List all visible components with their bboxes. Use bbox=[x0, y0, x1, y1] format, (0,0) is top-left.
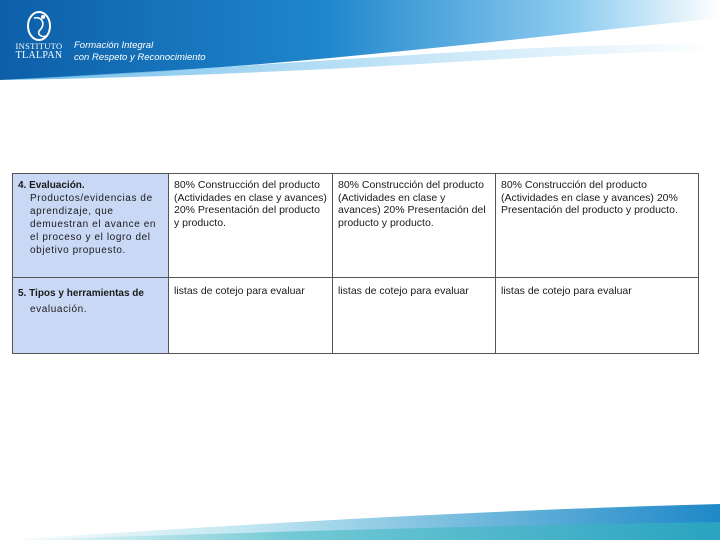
table-cell: listas de cotejo para evaluar bbox=[169, 278, 333, 354]
tagline bbox=[74, 40, 206, 64]
row-label-herramientas bbox=[13, 278, 169, 354]
tagline-line-1: Formación Integral bbox=[74, 40, 154, 51]
table-row bbox=[13, 278, 699, 354]
row-label-evaluacion bbox=[13, 174, 169, 278]
table-cell: 80% Construcción del producto (Actividades en clase y avances) 20% Presentación del producto y producto. bbox=[169, 174, 333, 278]
evaluation-table bbox=[12, 173, 699, 354]
table-cell: 80% Construcción del producto (Actividades en clase y avances) 20% Presentación del producto y producto. bbox=[496, 174, 699, 278]
row-label-title: 4. Evaluación. bbox=[18, 180, 85, 191]
row-label-description: evaluación. bbox=[30, 304, 88, 315]
table-cell: listas de cotejo para evaluar bbox=[496, 278, 699, 354]
row-label-description: Productos/evidencias de aprendizaje, que demuestran el avance en el proceso y el logro del objetivo propuesto. bbox=[30, 193, 157, 256]
table-row bbox=[13, 174, 699, 278]
footer-wave-decoration bbox=[0, 498, 720, 540]
institution-line-2: TLALPAN bbox=[15, 50, 63, 61]
institution-line-1: INSTITUTO bbox=[15, 41, 63, 51]
table-cell: listas de cotejo para evaluar bbox=[333, 278, 496, 354]
row-label-title: 5. Tipos y herramientas de bbox=[18, 288, 144, 299]
institution-name bbox=[14, 42, 64, 60]
tagline-line-2: con Respeto y Reconocimiento bbox=[74, 52, 206, 63]
table-cell: 80% Construcción del producto (Actividades en clase y avances) 20% Presentación del producto y producto. bbox=[333, 174, 496, 278]
